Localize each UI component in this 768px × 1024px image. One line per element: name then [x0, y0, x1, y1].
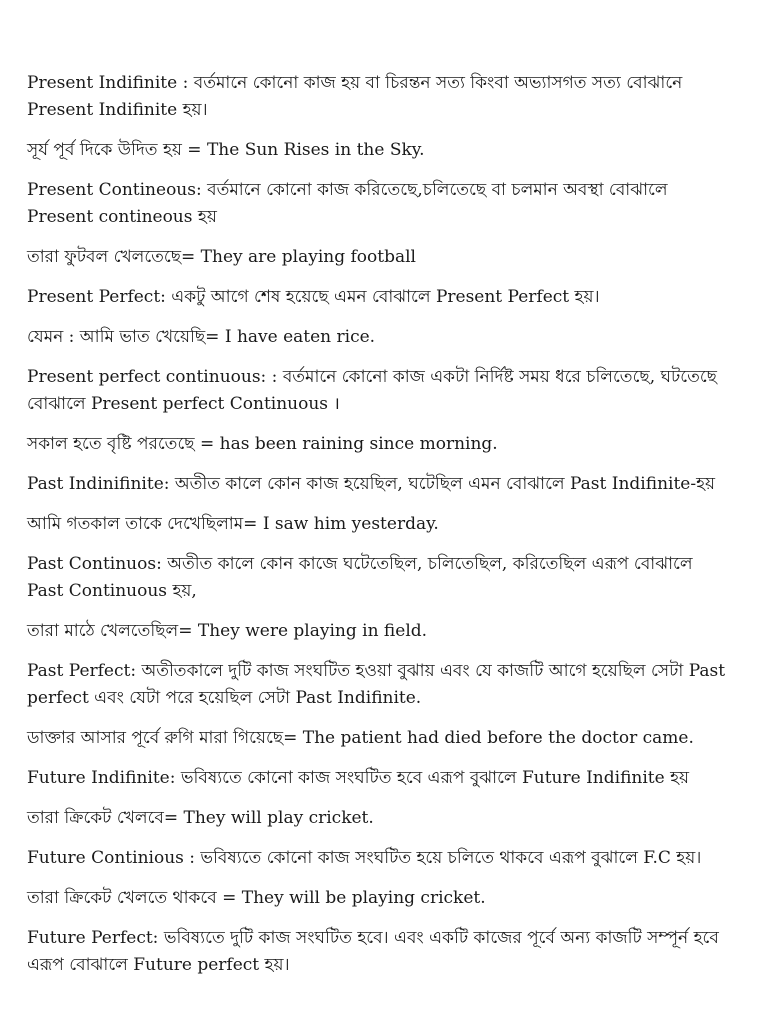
paragraph-past-perfect-definition: Past Perfect: অতীতকালে দুটি কাজ সংঘটিত হওয়া বুঝায় এবং যে কাজটি আগে হয়েছিল সেটা Past perfect এবং যেটা পরে হয়েছিল সেটা Past Indifinite. — [27, 661, 726, 708]
paragraph-present-continuous-definition: Present Contineous: বর্তমানে কোনো কাজ করিতেছে,চলিতেছে বা চলমান অবস্থা বোঝালে Present contineous হয় — [27, 180, 668, 227]
paragraph-present-continuous-example: তারা ফুটবল খেলতেছে= They are playing football — [27, 247, 416, 267]
paragraph-future-indefinite-definition: Future Indifinite: ভবিষ্যতে কোনো কাজ সংঘটিত হবে এরূপ বুঝালে Future Indifinite হয় — [27, 768, 690, 788]
paragraph-future-continuous-definition: Future Continious : ভবিষ্যতে কোনো কাজ সংঘটিত হয়ে চলিতে থাকবে এরূপ বুঝালে F.C হয়। — [27, 848, 702, 868]
paragraph-present-perfect-continuous-example: সকাল হতে বৃষ্টি পরতেছে = has been raining since morning. — [27, 434, 498, 454]
paragraph-present-indefinite-definition: Present Indifinite : বর্তমানে কোনো কাজ হয় বা চিরন্তন সত্য কিংবা অভ্যাসগত সত্য বোঝানে Present Indifinite হয়। — [27, 73, 683, 120]
paragraph-future-continuous-example: তারা ক্রিকেট খেলতে থাকবে = They will be playing cricket. — [27, 888, 486, 908]
paragraph-present-indefinite-example: সূর্য পূর্ব দিকে উদিত হয় = The Sun Rises in the Sky. — [27, 140, 425, 160]
paragraph-past-indefinite-definition: Past Indinifinite: অতীত কালে কোন কাজ হয়েছিল, ঘটেছিল এমন বোঝালে Past Indifinite-হয় — [27, 474, 716, 494]
paragraph-past-continuous-example: তারা মাঠে খেলতেছিল= They were playing in field. — [27, 621, 428, 641]
document-body — [27, 70, 727, 992]
paragraph-present-perfect-example: যেমন : আমি ভাত খেয়েছি= I have eaten rice. — [27, 327, 376, 347]
paragraph-present-perfect-definition: Present Perfect: একটু আগে শেষ হয়েছে এমন বোঝালে Present Perfect হয়। — [27, 287, 600, 307]
paragraph-present-perfect-continuous-definition: Present perfect continuous: : বর্তমানে কোনো কাজ একটা নির্দিষ্ট সময় ধরে চলিতেছে, ঘটতেছে বোঝালে Present perfect Continuous । — [27, 367, 717, 414]
paragraph-past-perfect-example: ডাক্তার আসার পূর্বে রুগি মারা গিয়েছে= The patient had died before the doctor came. — [27, 728, 694, 748]
paragraph-past-continuous-definition: Past Continuos: অতীত কালে কোন কাজে ঘটেতেছিল, চলিতেছিল, করিতেছিল এরূপ বোঝালে Past Continuous হয়, — [27, 554, 693, 601]
paragraph-past-indefinite-example: আমি গতকাল তাকে দেখেছিলাম= I saw him yesterday. — [27, 514, 439, 534]
paragraph-future-indefinite-example: তারা ক্রিকেট খেলবে= They will play cricket. — [27, 808, 374, 828]
paragraph-future-perfect-definition: Future Perfect: ভবিষ্যতে দুটি কাজ সংঘটিত হবে। এবং একটি কাজের পূর্বে অন্য কাজটি সম্পূর্ন হবে এরূপ বোঝালে Future perfect হয়। — [27, 928, 719, 975]
